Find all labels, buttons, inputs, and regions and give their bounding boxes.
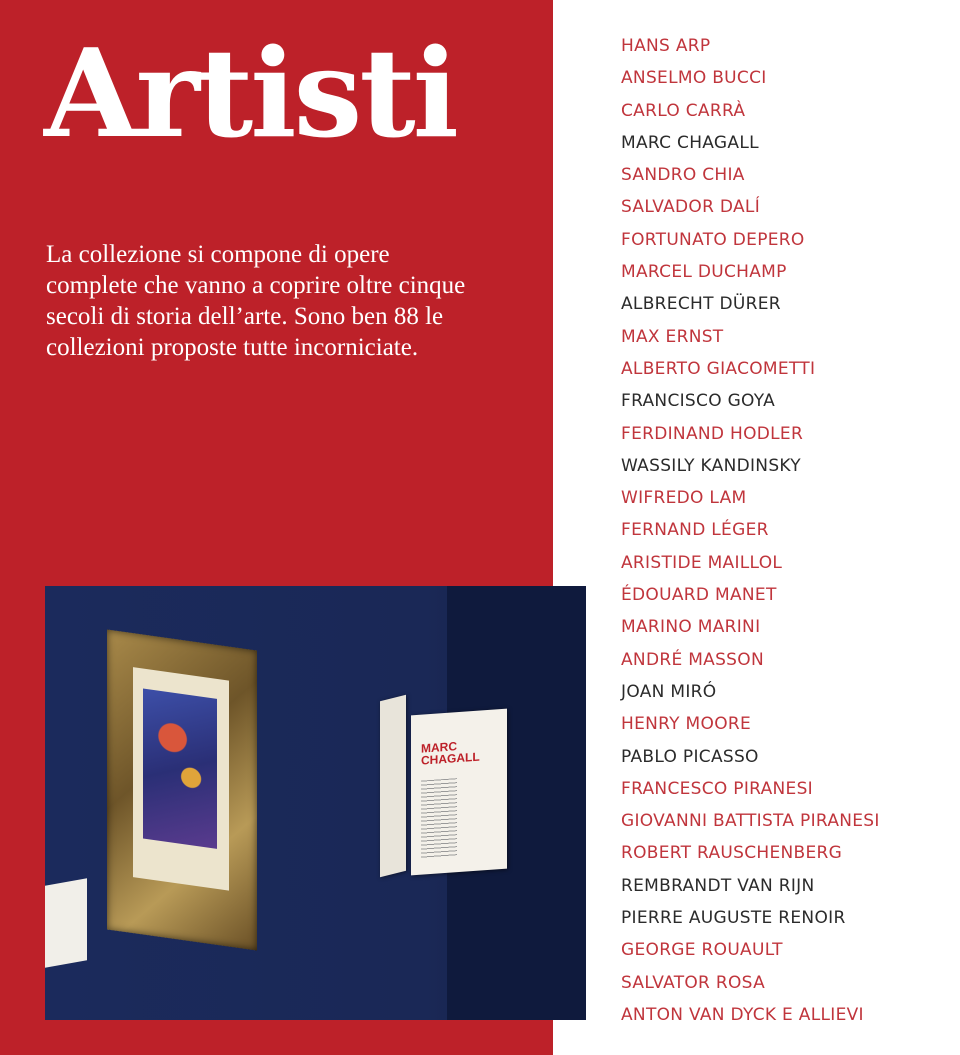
- artist-item[interactable]: FERDINAND HODLER: [621, 423, 804, 444]
- exhibit-sign-text: [421, 778, 457, 859]
- artist-item[interactable]: SANDRO CHIA: [621, 165, 745, 186]
- artist-item: WASSILY KANDINSKY: [621, 455, 801, 476]
- artist-item[interactable]: ANSELMO BUCCI: [621, 68, 767, 89]
- artist-item[interactable]: SALVADOR DALÍ: [621, 197, 761, 218]
- artist-item: JOAN MIRÓ: [621, 681, 717, 702]
- page-title: Artisti: [44, 21, 457, 165]
- wall-label: [45, 878, 87, 967]
- artist-item[interactable]: MAX ERNST: [621, 326, 724, 347]
- artist-item[interactable]: FRANCESCO PIRANESI: [621, 778, 813, 799]
- frame-mat: [133, 667, 229, 890]
- exhibit-sign-title: MARC CHAGALL: [421, 739, 480, 768]
- artist-item[interactable]: CARLO CARRÀ: [621, 100, 746, 121]
- artist-item[interactable]: FORTUNATO DEPERO: [621, 229, 805, 250]
- artist-item[interactable]: MARINO MARINI: [621, 617, 761, 638]
- intro-text: La collezione si compone di opere complete che vanno a coprire oltre cinque secoli di storia dell’arte. Sono ben 88 le collezioni proposte tutte incorniciate.: [46, 241, 466, 361]
- artist-item[interactable]: MARCEL DUCHAMP: [621, 262, 787, 283]
- artist-item[interactable]: HENRY MOORE: [621, 714, 752, 735]
- artist-item: FRANCISCO GOYA: [621, 391, 776, 412]
- artist-item[interactable]: WIFREDO LAM: [621, 488, 747, 509]
- artist-item[interactable]: ROBERT RAUSCHENBERG: [621, 843, 843, 864]
- artist-item: MARC CHAGALL: [621, 132, 759, 153]
- exhibit-sign: [411, 709, 507, 876]
- artist-item: ALBRECHT DÜRER: [621, 294, 781, 315]
- painting: [143, 689, 217, 849]
- artist-item[interactable]: ANTON VAN DYCK E ALLIEVI: [621, 1004, 864, 1025]
- artist-item[interactable]: FERNAND LÉGER: [621, 520, 769, 541]
- exhibit-sign-side: [380, 695, 406, 877]
- artist-item[interactable]: ANDRÉ MASSON: [621, 649, 764, 670]
- artist-item[interactable]: SALVATOR ROSA: [621, 972, 766, 993]
- artist-item[interactable]: ARISTIDE MAILLOL: [621, 552, 783, 573]
- exhibition-photo: [45, 586, 586, 1020]
- artist-item: PIERRE AUGUSTE RENOIR: [621, 908, 846, 929]
- gilded-frame: [107, 629, 257, 950]
- artist-item[interactable]: GIOVANNI BATTISTA PIRANESI: [621, 811, 880, 832]
- artist-list: [621, 33, 880, 1034]
- artist-item[interactable]: GEORGE ROUAULT: [621, 940, 783, 961]
- artist-item[interactable]: ALBERTO GIACOMETTI: [621, 358, 816, 379]
- artist-item[interactable]: ÉDOUARD MANET: [621, 585, 777, 606]
- artist-item: REMBRANDT VAN RIJN: [621, 875, 815, 896]
- artist-item: PABLO PICASSO: [621, 746, 759, 767]
- artist-item[interactable]: HANS ARP: [621, 36, 711, 56]
